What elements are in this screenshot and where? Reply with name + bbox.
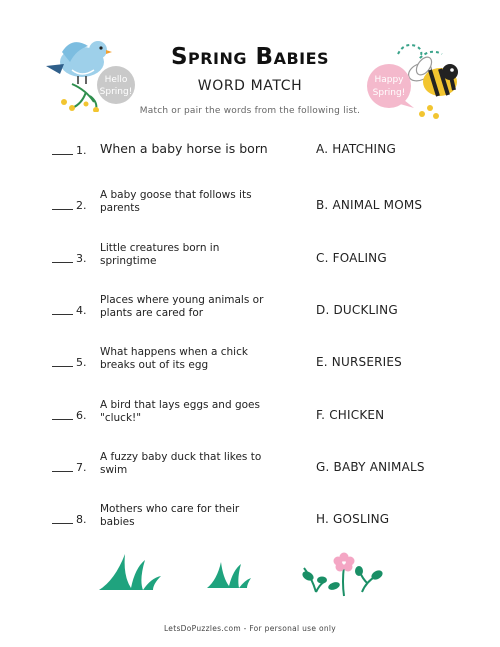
bubble-line-2: Spring!: [99, 87, 133, 97]
answer-option: C. FOALING: [316, 250, 387, 265]
clue-row: [0, 241, 500, 297]
clue-number: 3.: [76, 251, 87, 265]
clue-text: Places where young animals or plants are cared for: [100, 293, 264, 319]
clue-row: [0, 189, 500, 244]
answer-option: G. BABY ANIMALS: [316, 459, 425, 474]
answer-blank[interactable]: [52, 209, 73, 210]
instructions: Match or pair the words from the following list.: [139, 106, 361, 116]
answer-blank[interactable]: [52, 419, 73, 420]
answer-blank[interactable]: [52, 523, 73, 524]
clue-row: [0, 450, 500, 506]
clue-row: [0, 398, 500, 454]
clue-number: 1.: [76, 144, 87, 157]
grass-icon: [205, 556, 253, 590]
answer-option: A. HATCHING: [316, 142, 396, 156]
clue-text: A baby goose that follows its parents: [100, 189, 252, 215]
flower-icon: [296, 548, 386, 598]
answer-blank[interactable]: [52, 154, 73, 155]
answer-option: H. GOSLING: [316, 512, 390, 527]
clue-text: Mothers who care for their babies: [100, 503, 240, 529]
page-subtitle: WORD MATCH: [197, 78, 303, 94]
clue-number: 7.: [76, 460, 87, 474]
answer-blank[interactable]: [52, 314, 73, 315]
clue-text: A fuzzy baby duck that likes to swim: [100, 450, 262, 476]
answer-blank[interactable]: [52, 262, 73, 263]
answer-blank[interactable]: [52, 471, 73, 472]
answer-option: F. CHICKEN: [316, 407, 385, 422]
answer-option: B. ANIMAL MOMS: [316, 198, 423, 213]
clue-text: What happens when a chick breaks out of its egg: [100, 346, 248, 372]
clue-number: 8.: [76, 513, 87, 527]
page-title: Spring Babies: [170, 44, 330, 70]
clue-row: [0, 503, 500, 558]
clue-number: 5.: [76, 356, 87, 370]
answer-blank[interactable]: [52, 366, 73, 367]
clue-text: When a baby horse is born: [100, 141, 268, 156]
clue-number: 2.: [76, 199, 87, 213]
bubble-line-1: Hello: [104, 75, 128, 85]
clue-text: A bird that lays eggs and goes "cluck!": [100, 398, 260, 424]
clue-row: [0, 346, 500, 401]
answer-option: D. DUCKLING: [316, 302, 398, 317]
clue-text: Little creatures born in springtime: [100, 241, 220, 267]
bubble-line-1: Happy: [374, 75, 404, 85]
clue-row: [0, 140, 500, 192]
grass-icon: [95, 550, 165, 592]
footer-credit: LetsDoPuzzles.com - For personal use only: [163, 624, 337, 633]
answer-option: E. NURSERIES: [316, 355, 402, 370]
bubble-line-2: Spring!: [372, 88, 406, 98]
clue-number: 6.: [76, 408, 87, 422]
clue-number: 4.: [76, 303, 87, 317]
clue-row: [0, 293, 500, 349]
